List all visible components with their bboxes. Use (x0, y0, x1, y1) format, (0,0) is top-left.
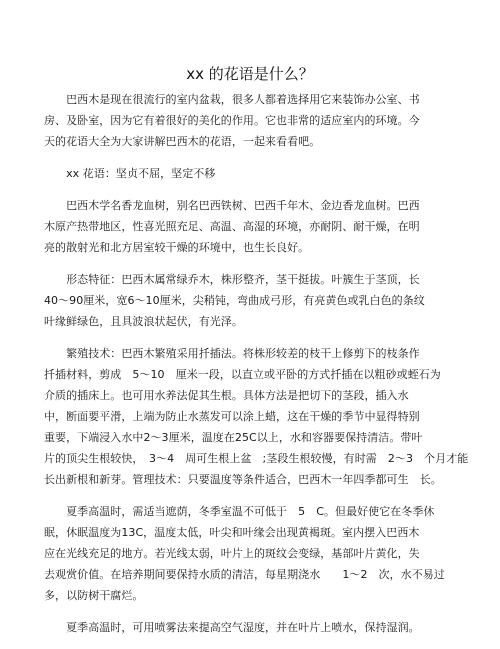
text-line: 叶缘鲜绿色，且具波浪状起伏，有光泽。 (44, 315, 243, 328)
text-line: 巴西木学名香龙血树，别名巴西铁树、巴西千年木、金边香龙血树。巴西 (44, 199, 420, 212)
paragraph (44, 163, 456, 184)
paragraph (44, 501, 456, 606)
text-line: 介质的插床上。也可用水养法促其生根。具体方法是把切下的茎段，插入水 (44, 389, 409, 402)
text-line: 繁殖技术：巴西木繁殖采用扦插法。将株形较差的枝干上修剪下的枝条作 (44, 347, 420, 360)
text-line: 中，断面要平滑，上端为防止水蒸发可以涂上蜡，这在干燥的季节中显得特别 (44, 410, 420, 423)
paragraph (44, 343, 469, 490)
text-line: 房、及卧室，因为它有着很好的美化的作用。它也非常的适应室内的环境。今 (44, 114, 420, 127)
text-line: 应在光线充足的地方。若光线太弱，叶片上的斑纹会变绿，基部叶片黄化，失 (44, 547, 420, 560)
text-line: 眠，休眠温度为13C，温度太低，叶尖和叶缘会出现黄褐斑。室内摆入巴西木 (44, 526, 420, 539)
document-body (44, 89, 469, 649)
text-line: 去观赏价值。在培养期间要保持水质的清洁，每星期浇水 1～2 次，水不易过 (44, 568, 445, 581)
text-line: 片的顶尖生根较快， 3～4 周可生根上盆 ;茎段生根较慢，有时需 2～3 个月才能 (44, 452, 469, 465)
text-line: 40～90厘米，宽6～10厘米，尖稍钝，弯曲成弓形，有亮黄色或乳白色的条纹 (44, 294, 425, 307)
text-line: xx 花语：坚贞不屈，坚定不移 (44, 167, 216, 180)
text-line: 形态特征：巴西木属常绿乔木，株形整齐，茎干挺拔。叶簇生于茎顶，长 (44, 273, 420, 286)
text-line: 夏季高温时，可用喷雾法来提高空气湿度，并在叶片上喷水，保持湿润。 (44, 621, 420, 634)
paragraph (44, 195, 456, 258)
text-line: 亮的散射光和北方居室较干燥的环境中，也生长良好。 (44, 241, 310, 254)
text-line: 扦插材料，剪成 5～10 厘米一段，以直立或平卧的方式扦插在以粗砂或蛭石为 (44, 368, 441, 381)
paragraph (44, 617, 456, 638)
text-line: 多，以防树干腐烂。 (44, 589, 144, 602)
text-line: 长出新根和新芽。管理技术：只要温度等条件适合，巴西木一年四季都可生 长。 (44, 473, 442, 486)
text-line: 重要，下端浸入水中2～3厘米，温度在25C以上，水和容器要保持清洁。带叶 (44, 431, 423, 444)
text-line: 天的花语大全为大家讲解巴西木的花语，一起来看看吧。 (44, 135, 321, 148)
paragraph (44, 269, 456, 332)
document-title: xx 的花语是什么？ (186, 65, 314, 83)
text-line: 巴西木是现在很流行的室内盆栽，很多人都着选择用它来装饰办公室、书 (44, 93, 420, 106)
text-line: 夏季高温时，需适当遮荫，冬季室温不可低于 5 C。但最好使它在冬季休 (44, 505, 435, 518)
text-line: 木原产热带地区，性喜光照充足、高温、高湿的环境，亦耐阴、耐干燥，在明 (44, 220, 420, 233)
paragraph (44, 89, 456, 152)
